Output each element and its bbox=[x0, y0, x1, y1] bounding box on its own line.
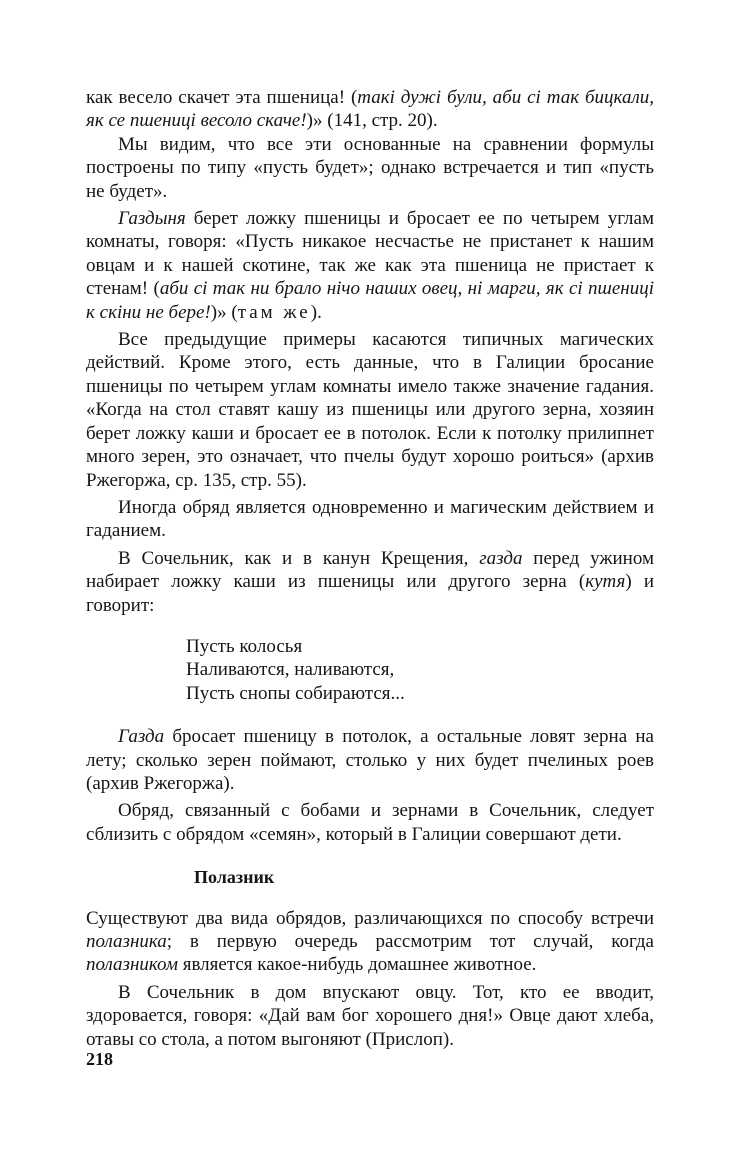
italic-term: кутя bbox=[585, 571, 626, 593]
text-run: бросает пшеницу в потолок, а остальные ловят зерна на лету; сколько зерен поймают, столько у них будет пчелиных роев (архив Ржегоржа). bbox=[86, 726, 654, 794]
text-run: ; в первую очередь рассмотрим тот случай, когда bbox=[166, 931, 654, 952]
italic-term: Газда bbox=[118, 726, 165, 748]
text-run: Существуют два вида обрядов, различающихся по способу встречи bbox=[86, 907, 654, 929]
italic-term: полазника bbox=[86, 931, 167, 952]
text-run: как весело скачет эта пшеница! ( bbox=[86, 87, 358, 108]
italic-quote: такі дужі були, аби сі так бицкали, як се пшениці весоло скаче! bbox=[86, 87, 654, 132]
text-run: )» ( bbox=[210, 301, 238, 323]
italic-quote: аби сі так ни брало нічо наших овец, ні марги, як сі пшениці к скіни не бере! bbox=[86, 278, 654, 323]
paragraph-9 bbox=[86, 907, 654, 977]
spaced-reference: там же bbox=[237, 301, 311, 323]
paragraph-5: Иногда обряд является одновременно и магическим действием и гаданием. bbox=[86, 496, 654, 542]
text-run: ). bbox=[310, 301, 322, 323]
text-run: ) и говорит: bbox=[86, 571, 655, 616]
italic-term: Газдыня bbox=[118, 208, 186, 230]
paragraph-3 bbox=[86, 207, 654, 324]
paragraph-10: В Сочельник в дом впускают овцу. Тот, кто ее вводит, здоровается, говоря: «Дай вам бог хорошего дня!» Овце дают хлеба, отавы со стола, а потом выгоняют (Прислоп). bbox=[86, 981, 654, 1050]
verse-line: Наливаются, наливаются, bbox=[186, 659, 395, 681]
section-heading: Полазник bbox=[194, 867, 275, 888]
paragraph-7 bbox=[86, 725, 654, 795]
paragraph-2: Мы видим, что все эти основанные на сравнении формулы построены по типу «пусть будет»; однако встречается и тип «пусть не будет». bbox=[86, 133, 654, 202]
verse-line: Пусть снопы собираются... bbox=[186, 682, 405, 704]
text-run: перед ужином набирает ложку каши из пшеницы или другого зерна ( bbox=[86, 547, 654, 593]
italic-term: газда bbox=[479, 547, 523, 569]
page-number: 218 bbox=[86, 1049, 113, 1069]
verse-block bbox=[186, 635, 654, 705]
text-run: )» (141, стр. 20). bbox=[306, 110, 438, 132]
paragraph-1 bbox=[86, 86, 654, 133]
text-run: берет ложку пшеницы и бросает ее по четырем углам комнаты, говоря: «Пусть никакое несчастье не пристанет к нашим овцам и к нашей скотине, так же как эта пшеница не пристает к стенам! ( bbox=[86, 208, 654, 300]
text-run: является какое-нибудь домашнее животное. bbox=[177, 954, 537, 976]
italic-term: полазником bbox=[86, 954, 178, 976]
page-body bbox=[86, 86, 654, 1051]
verse-line: Пусть колосья bbox=[186, 635, 303, 657]
paragraph-8: Обряд, связанный с бобами и зернами в Сочельник, следует сблизить с обрядом «семян», который в Галиции совершают дети. bbox=[86, 800, 654, 845]
paragraph-6 bbox=[86, 547, 654, 617]
text-run: В Сочельник, как и в канун Крещения, bbox=[118, 547, 480, 569]
paragraph-4: Все предыдущие примеры касаются типичных магических действий. Кроме этого, есть данные, что в Галиции бросание пшеницы по четырем углам комнаты имело также значение гадания. «Когда на стол ставят кашу из пшеницы или другого зерна, хозяин берет ложку каши и бросает ее в потолок. Если к потолку прилипнет много зерен, это означает, что пчелы будут хорошо роиться» (архив Ржегоржа, ср. 135, стр. 55). bbox=[86, 329, 654, 491]
